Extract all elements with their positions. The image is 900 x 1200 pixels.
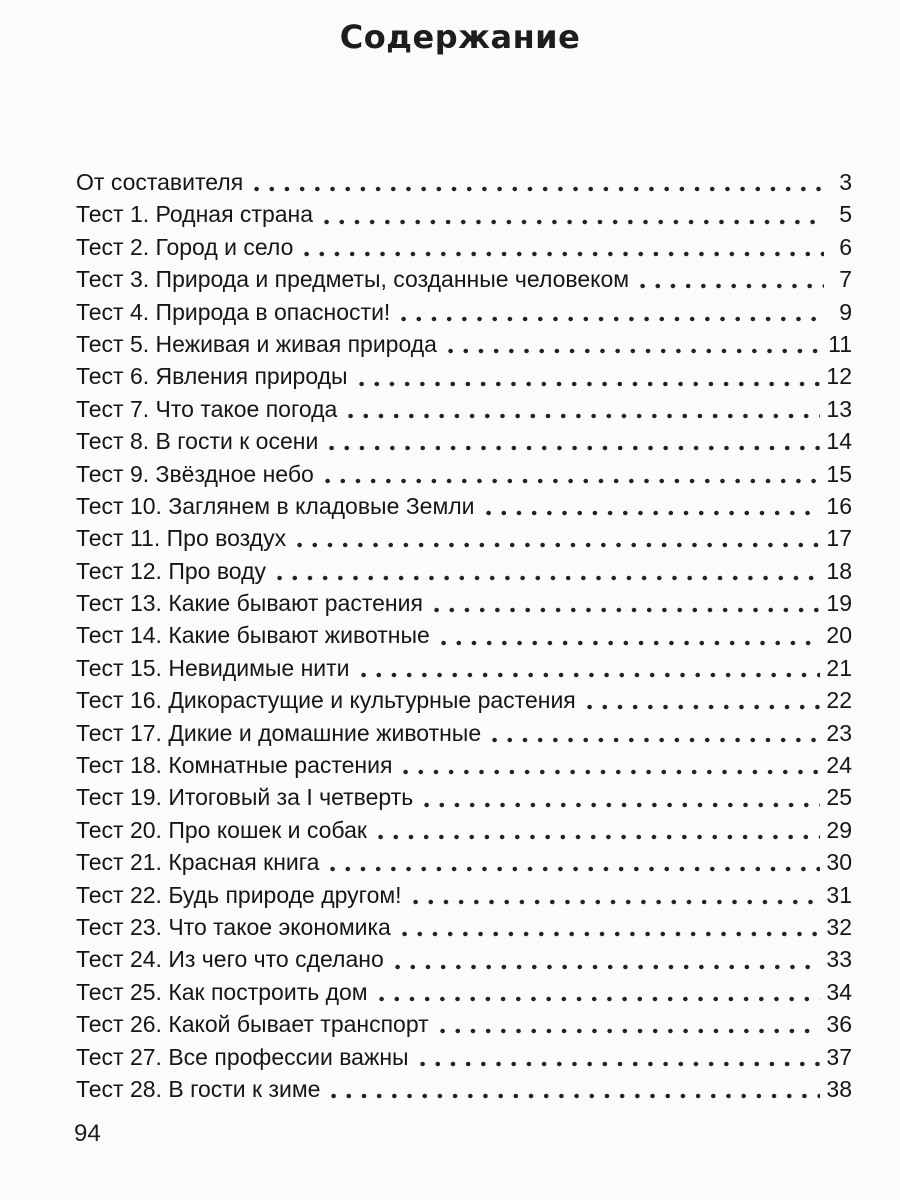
toc-entry-title: Тест 22. Будь природе другом! [76, 881, 402, 908]
dot-leader [319, 219, 824, 225]
toc-entry-title: Тест 8. В гости к осени [76, 428, 319, 455]
dot-leader [299, 251, 824, 257]
toc-entry-page: 22 [826, 687, 852, 714]
toc-entry-title: Тест 23. Что такое экономика [76, 913, 391, 940]
toc-entry[interactable] [76, 943, 852, 975]
toc-entry[interactable] [76, 198, 852, 230]
toc-entry[interactable] [76, 652, 852, 684]
toc-entry-title: Тест 28. В гости к зиме [76, 1075, 321, 1102]
toc-entry[interactable] [76, 587, 852, 619]
toc-entry[interactable] [76, 619, 852, 651]
toc-entry-title: Тест 21. Красная книга [76, 849, 320, 876]
toc-entry-page: 23 [826, 719, 852, 746]
toc-entry-title: Тест 16. Дикорастущие и культурные растения [76, 687, 576, 714]
dot-leader [390, 964, 821, 970]
dot-leader [635, 283, 824, 289]
toc-entry-title: Тест 4. Природа в опасности! [76, 298, 391, 325]
toc-entry-page: 3 [839, 169, 852, 195]
dot-leader [398, 769, 820, 775]
dot-leader [436, 640, 821, 646]
dot-leader [408, 899, 821, 905]
toc-entry-page: 20 [826, 622, 852, 649]
table-of-contents [76, 166, 852, 1105]
dot-leader [415, 1061, 821, 1067]
dot-leader [356, 672, 821, 678]
dot-leader [325, 866, 820, 872]
dot-leader [397, 931, 821, 937]
toc-entry[interactable] [76, 425, 852, 457]
toc-entry-title: Тест 18. Комнатные растения [76, 752, 393, 779]
toc-entry-page: 36 [826, 1011, 852, 1038]
toc-entry[interactable] [76, 393, 852, 425]
toc-entry[interactable] [76, 360, 852, 392]
toc-entry[interactable] [76, 879, 852, 911]
toc-entry-page: 30 [826, 849, 852, 876]
toc-entry-title: От составителя [76, 169, 244, 195]
toc-entry-page: 37 [826, 1043, 852, 1070]
toc-entry-title: Тест 3. Природа и предметы, созданные человеком [76, 266, 630, 293]
toc-entry[interactable] [76, 263, 852, 295]
toc-entry-page: 38 [826, 1075, 852, 1102]
dot-leader [419, 802, 820, 808]
toc-entry-title: Тест 26. Какой бывает транспорт [76, 1011, 429, 1038]
toc-entry-page: 6 [839, 233, 852, 260]
toc-entry[interactable] [76, 166, 852, 198]
toc-entry-page: 19 [826, 590, 852, 617]
toc-entry-page: 32 [826, 913, 852, 940]
toc-entry-page: 21 [826, 654, 852, 681]
toc-entry[interactable] [76, 976, 852, 1008]
toc-entry-title: Тест 15. Невидимые нити [76, 654, 350, 681]
toc-entry[interactable] [76, 911, 852, 943]
toc-entry[interactable] [76, 328, 852, 360]
dot-leader [443, 348, 822, 354]
toc-entry-page: 29 [826, 816, 852, 843]
dot-leader [481, 510, 821, 516]
toc-entry-page: 33 [826, 946, 852, 973]
toc-entry-page: 9 [839, 298, 852, 325]
toc-entry[interactable] [76, 1008, 852, 1040]
toc-entry-page: 7 [839, 266, 852, 293]
dot-leader [272, 575, 820, 581]
dot-leader [320, 478, 821, 484]
dot-leader [396, 316, 824, 322]
toc-entry-page: 24 [826, 752, 852, 779]
toc-entry[interactable] [76, 717, 852, 749]
dot-leader [487, 737, 820, 743]
dot-leader [292, 542, 820, 548]
dot-leader [324, 445, 820, 451]
dot-leader [373, 834, 820, 840]
toc-entry-page: 11 [828, 330, 852, 357]
toc-entry-title: Тест 5. Неживая и живая природа [76, 330, 437, 357]
toc-entry-title: Тест 9. Звёздное небо [76, 460, 314, 487]
toc-entry-title: Тест 19. Итоговый за I четверть [76, 784, 414, 811]
toc-entry-title: Тест 1. Родная страна [76, 201, 314, 228]
toc-entry-title: Тест 17. Дикие и домашние животные [76, 719, 482, 746]
dot-leader [249, 186, 824, 192]
toc-entry[interactable] [76, 231, 852, 263]
toc-entry-title: Тест 13. Какие бывают растения [76, 590, 423, 617]
dot-leader [374, 996, 821, 1002]
toc-entry[interactable] [76, 684, 852, 716]
toc-entry-page: 12 [826, 363, 852, 390]
toc-entry[interactable] [76, 814, 852, 846]
toc-entry[interactable] [76, 846, 852, 878]
toc-entry-page: 34 [826, 978, 852, 1005]
toc-entry-page: 13 [826, 395, 852, 422]
toc-entry-title: Тест 7. Что такое погода [76, 395, 338, 422]
page-number: 94 [74, 1120, 101, 1147]
dot-leader [429, 607, 821, 613]
toc-entry-title: Тест 12. Про воду [76, 557, 267, 584]
toc-entry-title: Тест 27. Все профессии важны [76, 1043, 409, 1070]
dot-leader [326, 1093, 820, 1099]
toc-entry[interactable] [76, 490, 852, 522]
toc-entry[interactable] [76, 458, 852, 490]
toc-entry-title: Тест 20. Про кошек и собак [76, 816, 367, 843]
toc-entry-page: 16 [826, 492, 852, 519]
toc-entry-title: Тест 25. Как построить дом [76, 978, 368, 1005]
toc-entry-title: Тест 24. Из чего что сделано [76, 946, 384, 973]
toc-entry[interactable] [76, 522, 852, 554]
dot-leader [582, 704, 821, 710]
dot-leader [343, 413, 820, 419]
dot-leader [435, 1028, 821, 1034]
toc-entry-title: Тест 6. Явления природы [76, 363, 348, 390]
toc-entry[interactable] [76, 555, 852, 587]
toc-entry-page: 18 [826, 557, 852, 584]
toc-entry-page: 5 [839, 201, 852, 228]
toc-entry-page: 25 [826, 784, 852, 811]
toc-entry-title: Тест 14. Какие бывают животные [76, 622, 430, 649]
toc-entry-page: 15 [826, 460, 852, 487]
toc-entry[interactable] [76, 1041, 852, 1073]
toc-entry[interactable] [76, 1073, 852, 1105]
dot-leader [354, 381, 821, 387]
toc-entry[interactable] [76, 749, 852, 781]
toc-entry-page: 14 [826, 428, 852, 455]
toc-entry[interactable] [76, 781, 852, 813]
toc-entry-page: 31 [826, 881, 852, 908]
toc-entry-page: 17 [826, 525, 852, 552]
toc-entry-title: Тест 10. Заглянем в кладовые Земли [76, 492, 475, 519]
toc-entry[interactable] [76, 296, 852, 328]
toc-entry-title: Тест 11. Про воздух [76, 525, 287, 552]
page-title: Содержание [339, 18, 581, 56]
toc-entry-title: Тест 2. Город и село [76, 233, 294, 260]
